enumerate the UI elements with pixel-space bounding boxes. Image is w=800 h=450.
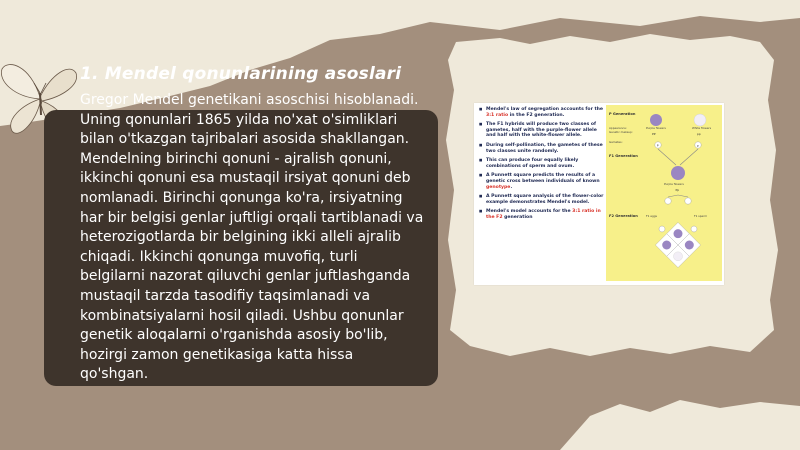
- label-appearance: Appearance:: [609, 126, 627, 130]
- figure-bullet: ■ A Punnett square analysis of the flower-color example demonstrates Mendel's model.: [478, 194, 604, 205]
- egg-dominant-icon: [659, 226, 665, 232]
- label-f1-generation: F1 Generation: [609, 154, 638, 158]
- figure-bullet-list: [478, 107, 604, 225]
- label-purple-flowers: Purple flowers: [646, 126, 666, 130]
- label-f2-generation: F2 Generation: [609, 214, 638, 218]
- figure-bullet: ■ The F1 hybrids will produce two classes of gametes, half with the purple-flower allele and half with the white-flower allele.: [478, 122, 604, 139]
- label-p-generation: P Generation: [609, 112, 636, 116]
- label-f1-sperm: F1 sperm: [694, 214, 708, 218]
- genotype-pp-recessive: pp: [697, 132, 701, 136]
- white-flower-icon: [694, 114, 706, 126]
- label-f1-purple: Purple flowers: [664, 182, 684, 186]
- f1-gamete-dominant-icon: [665, 198, 671, 204]
- figure-bullet: ■ This can produce four equally likely combinations of sperm and ovum.: [478, 158, 604, 169]
- f1-genotype: Pp: [675, 188, 680, 192]
- purple-flower-icon: [650, 114, 662, 126]
- figure-bullet: ■ A Punnett square predicts the results of a genetic cross between individuals of known genotype.: [478, 173, 604, 190]
- slide-body-text: Gregor Mendel genetikani asoschisi hisoblanadi. Uning qonunlari 1865 yilda no'xat o'simliklari bilan o'tkazgan tajribalari asosida shakllangan. Mendelning birinchi qonuni - ajralish qonuni, ikkinchi qonuni esa mustaqil irsiyat qonuni deb nomlanadi. Birinchi qonunga ko'ra, irsiyatning har bir belgisi genlar juftligi orqali tartiblanadi va heterozigotlarda bir belgining ikki alleli ajralib chiqadi. Ikkinchi qonunga muvofiq, turli belgilarni nazorat qiluvchi genlar juftlashganda mustaqil tarzda tasodifiy taqsimlanadi va kombinatsiyalarni hosil qiladi. Ushbu qonunlar genetik aloqalarni o'rganishda asosiy bo'lib, hozirgi zamon genetikasiga katta hissa qo'shgan.: [80, 92, 424, 383]
- slide-title: 1. Mendel qonunlarining asoslari: [80, 64, 402, 85]
- figure-bullet: ■ Mendel's model accounts for the 3:1 ratio in the F2 generation: [478, 209, 604, 220]
- genotype-pp-dominant: PP: [652, 132, 656, 136]
- label-f1-eggs: F1 eggs: [646, 214, 658, 218]
- gamete-recessive-label: p: [697, 143, 699, 148]
- figure-bullet: ■ Mendel's law of segregation accounts for the 3:1 ratio in the F2 generation.: [478, 107, 604, 118]
- f1-gamete-recessive-icon: [685, 198, 691, 204]
- punnett-diagram: [606, 105, 722, 281]
- sperm-dominant-icon: [691, 226, 697, 232]
- label-genetic-makeup: Genetic makeup:: [609, 130, 633, 134]
- label-gametes: Gametes:: [609, 140, 623, 144]
- figure-bullet: ■ During self-pollination, the gametes of these two classes unite randomly.: [478, 143, 604, 154]
- mendel-figure: [474, 103, 724, 285]
- label-white-flowers: White flowers: [692, 126, 712, 130]
- f1-flower-icon: [671, 166, 685, 180]
- gamete-dominant-label: P: [656, 143, 659, 148]
